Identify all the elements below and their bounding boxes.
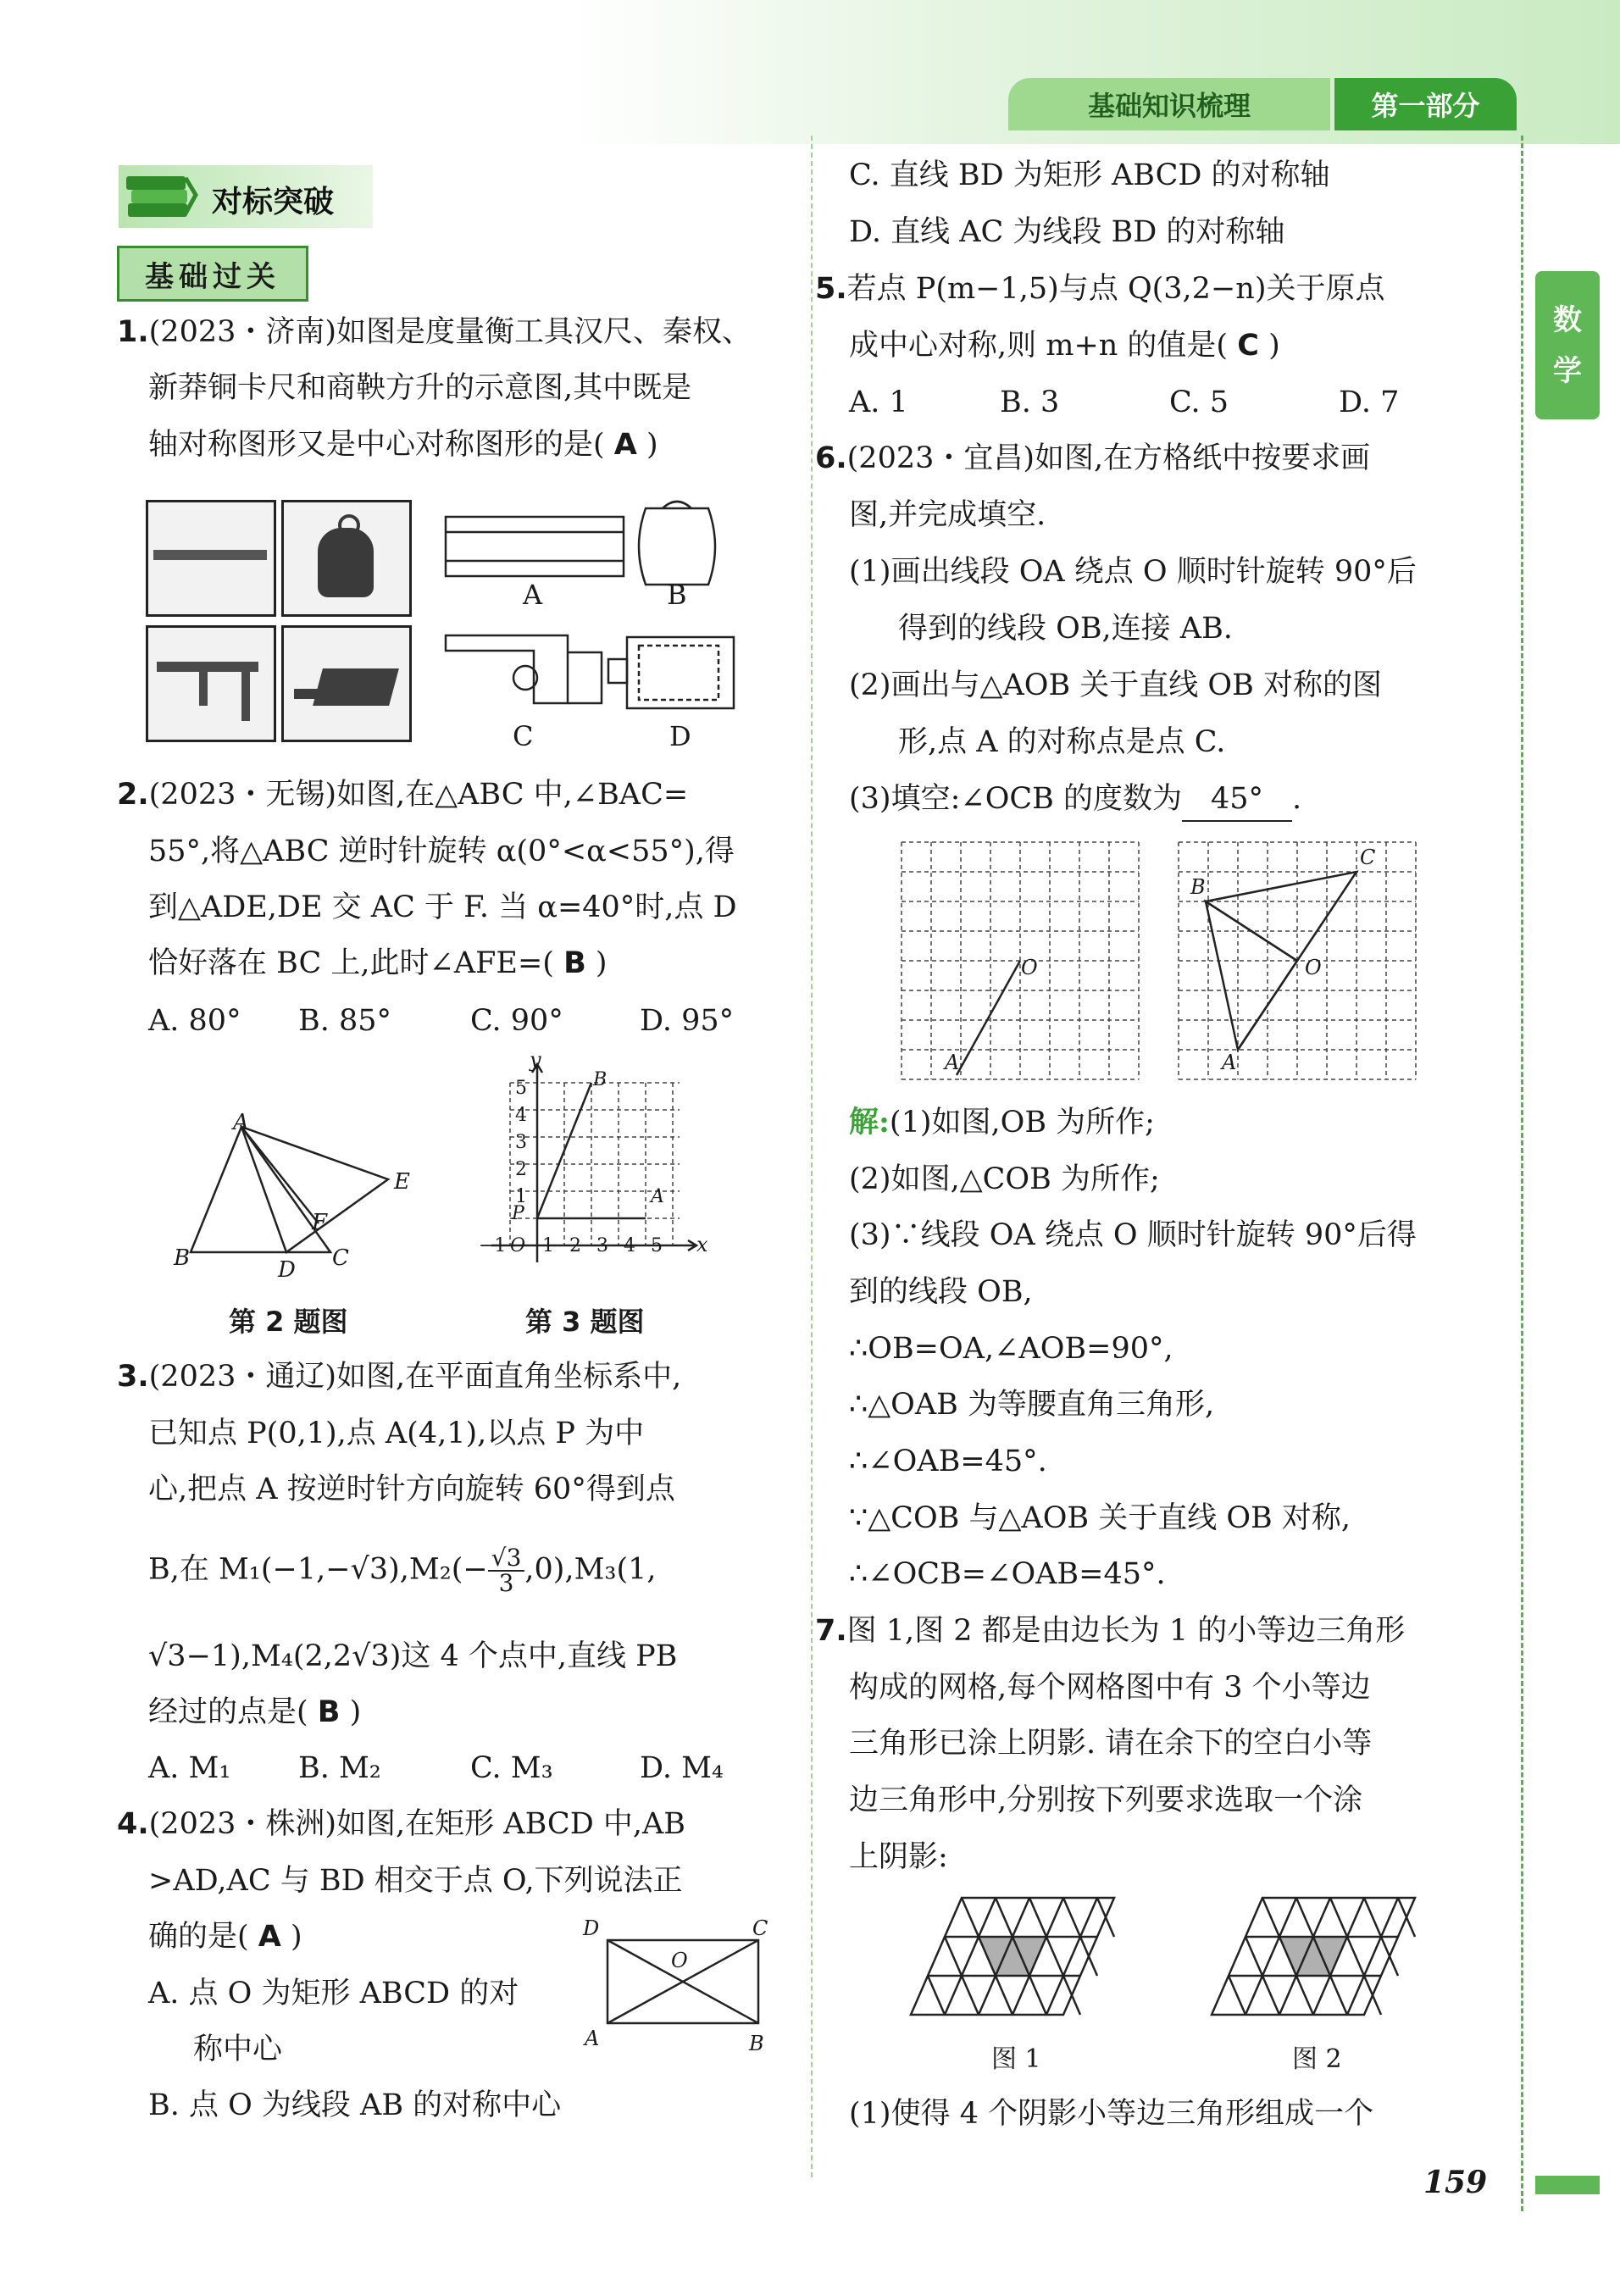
q3-option-d: D. M₄ bbox=[640, 1751, 724, 1785]
section-title: 对标突破 bbox=[212, 185, 335, 219]
q4-option-a-2: 称中心 bbox=[193, 2033, 283, 2066]
q2-point-f: F bbox=[312, 1210, 328, 1235]
q2-number: 2. bbox=[117, 778, 149, 812]
q4-answer: A bbox=[258, 1920, 281, 1954]
q6-solution-label: 解: bbox=[849, 1105, 890, 1140]
q6-text-2: 图,并完成填空. bbox=[849, 498, 1046, 532]
q2-text-3: 到△ADE,DE 交 AC 于 F. 当 α=40°时,点 D bbox=[148, 890, 737, 924]
q5-option-c: C. 5 bbox=[1169, 385, 1229, 419]
q2-line-1 bbox=[117, 774, 688, 816]
q2-figure-caption: 第 2 题图 bbox=[229, 1306, 348, 1338]
q1-answer: A bbox=[613, 428, 637, 462]
q4-text-2: >AD,AC 与 BD 相交于点 O,下列说法正 bbox=[148, 1864, 683, 1898]
q7-text-1: 图 1,图 2 都是由边长为 1 的小等边三角形 bbox=[846, 1614, 1406, 1648]
photo-qin-weight bbox=[281, 500, 412, 617]
q7-text-2: 构成的网格,每个网格图中有 3 个小等边 bbox=[849, 1671, 1371, 1705]
q3-text-6: 经过的点是( bbox=[148, 1695, 308, 1729]
q3-tick-y4: 4 bbox=[515, 1105, 527, 1126]
q2-paren: ) bbox=[595, 946, 608, 980]
q3-text-5: √3−1),M₄(2,2√3)这 4 个点中,直线 PB bbox=[148, 1639, 678, 1673]
q6-solution-text-1: (1)如图,OB 为所作; bbox=[889, 1106, 1155, 1140]
photo-han-ruler bbox=[146, 500, 276, 617]
subject-char-2: 学 bbox=[1553, 353, 1582, 388]
q6-right-point-b: B bbox=[1190, 875, 1206, 899]
q6-right-point-a: A bbox=[1222, 1051, 1237, 1074]
q5-line-2 bbox=[849, 324, 1280, 367]
q3-tick-x1: 1 bbox=[542, 1235, 554, 1256]
q5-number: 5. bbox=[815, 272, 847, 306]
q6-solution-6: ∴∠OAB=45°. bbox=[849, 1445, 1047, 1478]
q1-label-c: C bbox=[513, 720, 534, 752]
q3-tick-x5: 5 bbox=[651, 1235, 663, 1256]
q3-tick-xm1: −1 bbox=[479, 1235, 507, 1256]
q6-solution-1 bbox=[849, 1101, 1155, 1144]
q3-text-1: (2023・通辽)如图,在平面直角坐标系中, bbox=[148, 1360, 682, 1394]
q3-figure-caption: 第 3 题图 bbox=[525, 1306, 645, 1338]
q4-option-a-1: A. 点 O 为矩形 ABCD 的对 bbox=[148, 1977, 519, 2010]
q2-text-1: (2023・无锡)如图,在△ABC 中,∠BAC= bbox=[148, 778, 689, 812]
q3-tick-y2: 2 bbox=[515, 1159, 527, 1180]
q3-number: 3. bbox=[117, 1360, 149, 1394]
photo-square-measure bbox=[281, 625, 412, 742]
q1-text-2: 新莽铜卡尺和商鞅方升的示意图,其中既是 bbox=[148, 371, 692, 405]
q3-text-4b: ,0),M₃(1, bbox=[524, 1552, 657, 1587]
q4-option-b: B. 点 O 为线段 AB 的对称中心 bbox=[148, 2088, 562, 2122]
q1-drawings bbox=[441, 500, 729, 746]
q3-option-b: B. M₂ bbox=[298, 1751, 381, 1785]
q2-text-2: 55°,将△ABC 逆时针旋转 α(0°<α<55°),得 bbox=[148, 835, 735, 868]
q6-solution-7: ∵△COB 与△AOB 关于直线 OB 对称, bbox=[849, 1501, 1351, 1535]
q3-text-2: 已知点 P(0,1),点 A(4,1),以点 P 为中 bbox=[148, 1417, 645, 1450]
q2-figure bbox=[169, 1110, 424, 1279]
q6-part3-text: (3)填空:∠OCB 的度数为 bbox=[849, 782, 1183, 816]
q3-paren: ) bbox=[349, 1695, 362, 1729]
q7-part1: (1)使得 4 个阴影小等边三角形组成一个 bbox=[849, 2097, 1374, 2131]
q7-figure-1-caption: 图 1 bbox=[991, 2044, 1041, 2074]
q4-point-o: O bbox=[671, 1949, 688, 1972]
q2-option-a: A. 80° bbox=[148, 1004, 241, 1038]
q6-number: 6. bbox=[815, 441, 847, 475]
part-label: 第一部分 bbox=[1334, 78, 1517, 130]
q6-part1-a: (1)画出线段 OA 绕点 O 顺时针旋转 90°后 bbox=[849, 555, 1417, 589]
q3-text-4a: B,在 M₁(−1,−√3),M₂(− bbox=[148, 1552, 488, 1587]
q6-left-point-o: O bbox=[1021, 956, 1038, 979]
q4-paren: ) bbox=[291, 1920, 302, 1954]
q3-option-c: C. M₃ bbox=[470, 1751, 553, 1785]
q4-number: 4. bbox=[117, 1807, 149, 1841]
q7-number: 7. bbox=[815, 1614, 847, 1648]
q6-solution-5: ∴△OAB 为等腰直角三角形, bbox=[849, 1388, 1215, 1422]
q6-grid-right bbox=[1175, 839, 1421, 1084]
q3-point-p: P bbox=[512, 1203, 524, 1224]
q4-point-d: D bbox=[583, 1916, 600, 1940]
page-number-bar bbox=[1535, 2176, 1600, 2194]
q3-fraction bbox=[488, 1546, 525, 1595]
page-number: 159 bbox=[1423, 2165, 1488, 2200]
q6-solution-4: ∴OB=OA,∠AOB=90°, bbox=[849, 1332, 1173, 1366]
q6-right-point-c: C bbox=[1360, 846, 1376, 869]
q1-line-3 bbox=[148, 424, 658, 466]
q6-solution-8: ∴∠OCB=∠OAB=45°. bbox=[849, 1557, 1166, 1591]
q3-frac-num: √3 bbox=[488, 1546, 525, 1572]
q3-tick-x3: 3 bbox=[596, 1235, 608, 1256]
q4-text-3: 确的是( bbox=[148, 1920, 249, 1954]
q4-option-d: D. 直线 AC 为线段 BD 的对称轴 bbox=[849, 215, 1285, 249]
q4-point-a: A bbox=[585, 2027, 600, 2050]
q3-text-3: 心,把点 A 按逆时针方向旋转 60°得到点 bbox=[148, 1472, 675, 1506]
q2-option-d: D. 95° bbox=[640, 1004, 735, 1038]
q1-paren: ) bbox=[646, 428, 658, 462]
q3-line-6 bbox=[148, 1691, 361, 1733]
q1-text-3: 轴对称图形又是中心对称图形的是( bbox=[148, 428, 605, 462]
q1-text-1: (2023・济南)如图是度量衡工具汉尺、秦权、 bbox=[148, 315, 752, 349]
q3-option-a: A. M₁ bbox=[148, 1751, 231, 1785]
q2-answer: B bbox=[563, 946, 586, 980]
q2-point-a: A bbox=[233, 1110, 249, 1135]
q5-answer: C bbox=[1237, 329, 1259, 363]
q3-answer: B bbox=[317, 1695, 341, 1729]
q6-solution-2: (2)如图,△COB 为所作; bbox=[849, 1162, 1160, 1196]
page-edge-dashed-line bbox=[1521, 136, 1523, 2211]
q6-solution-3a: (3)∵线段 OA 绕点 O 顺时针旋转 90°后得 bbox=[849, 1218, 1417, 1252]
q3-tick-x2: 2 bbox=[569, 1235, 581, 1256]
q7-line-1 bbox=[815, 1610, 1405, 1652]
q1-label-d: D bbox=[669, 720, 691, 752]
q6-line-1 bbox=[815, 437, 1370, 480]
photo-caliper bbox=[146, 625, 276, 742]
q5-option-b: B. 3 bbox=[1000, 385, 1060, 419]
q1-label-b: B bbox=[667, 579, 687, 611]
q2-point-c: C bbox=[332, 1245, 349, 1271]
q3-tick-y5: 5 bbox=[515, 1078, 527, 1099]
q2-point-d: D bbox=[278, 1257, 296, 1283]
q6-part2-b: 形,点 A 的对称点是点 C. bbox=[898, 725, 1226, 759]
subject-tab[interactable] bbox=[1535, 271, 1600, 419]
q3-tick-x4: 4 bbox=[624, 1235, 635, 1256]
q6-part3-answer: 45° bbox=[1182, 778, 1292, 822]
q6-solution-3b: 到的线段 OB, bbox=[849, 1275, 1033, 1309]
q3-frac-den: 3 bbox=[498, 1569, 514, 1597]
q3-point-a: A bbox=[651, 1186, 664, 1207]
q2-text-4: 恰好落在 BC 上,此时∠AFE=( bbox=[148, 946, 554, 980]
q3-line-1 bbox=[117, 1356, 681, 1398]
q7-figure-2-caption: 图 2 bbox=[1292, 2044, 1342, 2074]
q3-line-4 bbox=[148, 1546, 657, 1595]
q2-point-b: B bbox=[174, 1245, 191, 1271]
q5-paren: ) bbox=[1268, 329, 1280, 363]
books-icon bbox=[123, 169, 199, 225]
q5-option-a: A. 1 bbox=[849, 385, 908, 419]
q3-point-b: B bbox=[593, 1069, 608, 1090]
q1-number: 1. bbox=[117, 315, 149, 349]
q4-option-c: C. 直线 BD 为矩形 ABCD 的对称轴 bbox=[849, 158, 1330, 192]
subject-char-1: 数 bbox=[1553, 302, 1582, 337]
q4-line-3 bbox=[148, 1916, 302, 1958]
q7-figure-1-grid bbox=[911, 1898, 1114, 2016]
q7-text-4: 边三角形中,分别按下列要求选取一个涂 bbox=[849, 1783, 1363, 1817]
subsection-title: 基础过关 bbox=[117, 246, 308, 302]
q2-line-4 bbox=[148, 942, 608, 984]
q3-origin: O bbox=[510, 1235, 526, 1256]
q2-option-b: B. 85° bbox=[298, 1004, 392, 1038]
q7-figure-2-grid bbox=[1212, 1898, 1415, 2016]
q4-point-c: C bbox=[752, 1916, 768, 1940]
q1-line-1 bbox=[117, 311, 752, 353]
q4-line-1 bbox=[117, 1803, 685, 1845]
section-label: 基础知识梳理 bbox=[1008, 78, 1330, 130]
q5-line-1 bbox=[815, 268, 1384, 310]
q3-axis-y: y bbox=[530, 1048, 541, 1072]
q3-tick-y3: 3 bbox=[515, 1132, 527, 1153]
q5-text-1: 若点 P(m−1,5)与点 Q(3,2−n)关于原点 bbox=[846, 272, 1385, 306]
q6-text-1: (2023・宜昌)如图,在方格纸中按要求画 bbox=[846, 441, 1371, 475]
q6-left-point-a: A bbox=[945, 1051, 960, 1074]
q2-option-c: C. 90° bbox=[470, 1004, 563, 1038]
q4-point-b: B bbox=[749, 2032, 764, 2055]
q3-axis-x: x bbox=[696, 1233, 708, 1256]
q6-part3 bbox=[849, 778, 1301, 822]
q5-text-2: 成中心对称,则 m+n 的值是( bbox=[849, 329, 1229, 363]
column-divider bbox=[811, 136, 813, 2177]
q3-tick-y1: 1 bbox=[515, 1186, 527, 1207]
q7-text-5: 上阴影: bbox=[849, 1840, 948, 1874]
q1-label-a: A bbox=[523, 579, 543, 611]
q7-text-3: 三角形已涂上阴影. 请在余下的空白小等 bbox=[849, 1727, 1373, 1761]
q6-right-point-o: O bbox=[1305, 956, 1322, 979]
q5-option-d: D. 7 bbox=[1339, 385, 1400, 419]
q6-part2-a: (2)画出与△AOB 关于直线 OB 对称的图 bbox=[849, 668, 1382, 702]
q6-part1-b: 得到的线段 OB,连接 AB. bbox=[898, 612, 1233, 646]
q6-period: . bbox=[1292, 782, 1302, 816]
q4-text-1: (2023・株洲)如图,在矩形 ABCD 中,AB bbox=[148, 1807, 686, 1841]
q2-point-e: E bbox=[394, 1169, 410, 1195]
